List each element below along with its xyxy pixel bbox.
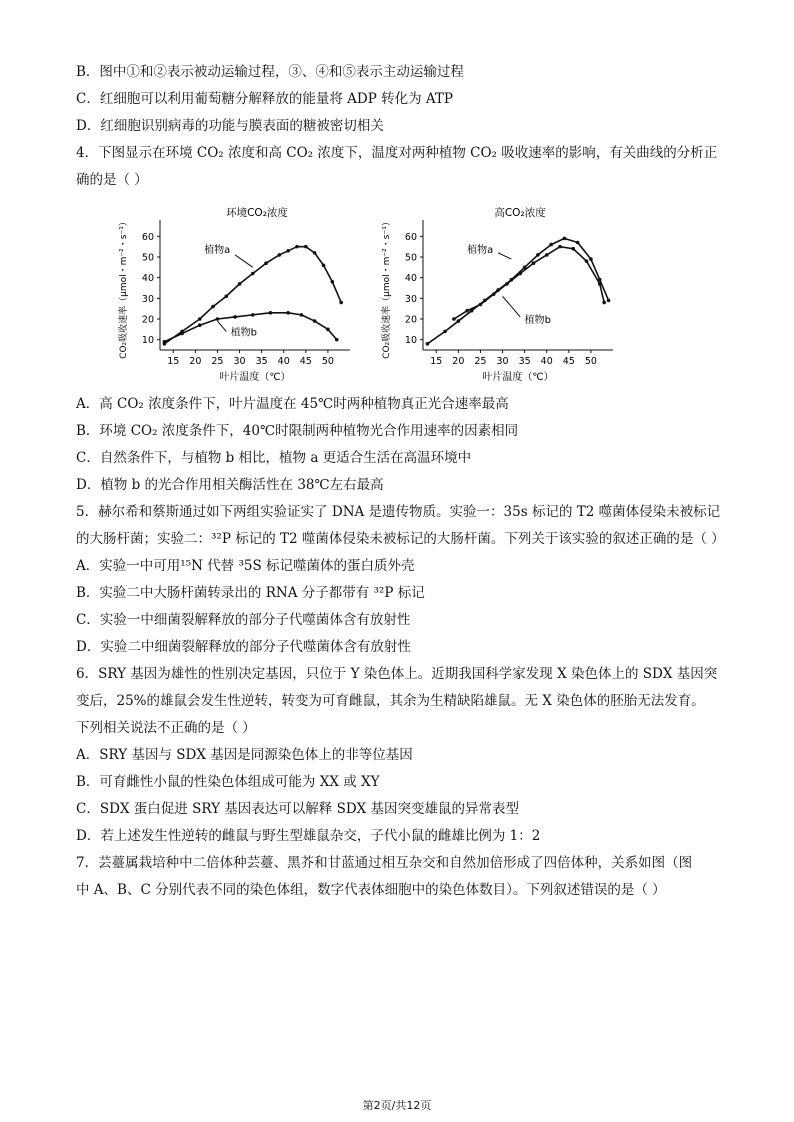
- data-point: [549, 243, 553, 247]
- question-4-option-a: A．高 CO₂ 浓度条件下，叶片温度在 45℃时两种植物真正光合速率最高: [76, 396, 509, 412]
- data-point: [264, 261, 268, 265]
- option-c-prev: C．红细胞可以利用葡萄糖分解释放的能量将 ADP 转化为 ATP: [76, 91, 453, 107]
- data-point: [313, 251, 317, 255]
- x-tick-label: 20: [452, 356, 465, 367]
- y-tick-label: 60: [404, 231, 417, 243]
- x-tick-label: 30: [496, 356, 509, 367]
- data-point: [339, 301, 343, 305]
- option-d-prev: D．红细胞识别病毒的功能与膜表面的糖被密切相关: [76, 118, 384, 134]
- series-line-plant-a: [427, 238, 608, 343]
- data-point: [545, 253, 549, 257]
- data-point: [238, 282, 242, 286]
- y-axis-label: CO₂吸收速率（μmol・m⁻²・s⁻¹）: [119, 217, 129, 359]
- data-point: [331, 280, 335, 284]
- question-6-stem-cont: 变后，25%的雄鼠会发生性逆转，转变为可育雌鼠，其余为生精缺陷雄鼠。无 X 染色体的胚胎无法发育。: [76, 693, 705, 709]
- data-point: [300, 313, 304, 317]
- data-point: [589, 257, 593, 261]
- y-tick-label: 60: [141, 231, 154, 243]
- x-tick-label: 30: [233, 356, 246, 367]
- x-tick-label: 50: [584, 356, 597, 367]
- y-tick-label: 30: [404, 293, 417, 305]
- data-point: [233, 315, 237, 319]
- leader-line: [217, 321, 226, 331]
- x-tick-label: 25: [474, 356, 487, 367]
- data-point: [571, 247, 575, 251]
- series-label-plant-b: 植物b: [524, 315, 551, 327]
- x-tick-label: 40: [277, 356, 290, 367]
- data-point: [457, 319, 461, 323]
- series-label-plant-b: 植物b: [230, 327, 258, 339]
- data-point: [163, 340, 167, 344]
- x-tick-label: 35: [255, 356, 268, 367]
- chart-high-co2: [375, 200, 625, 384]
- data-point: [607, 299, 611, 303]
- data-point: [443, 330, 447, 334]
- data-point: [224, 294, 228, 298]
- question-6-option-c: C．SDX 蛋白促进 SRY 基因表达可以解释 SDX 基因突变雄鼠的异常表型: [76, 801, 520, 817]
- data-point: [602, 301, 606, 305]
- data-point: [295, 245, 299, 249]
- x-tick-label: 35: [518, 356, 531, 367]
- question-4-option-c: C．自然条件下，与植物 b 相比，植物 a 更适合生活在高温环境中: [76, 450, 472, 466]
- x-tick-label: 50: [321, 356, 334, 367]
- data-point: [286, 311, 290, 315]
- question-4-stem-cont: 确的是（ ）: [76, 172, 148, 188]
- data-point: [532, 261, 536, 265]
- chart-ambient-co2: [112, 200, 362, 384]
- data-point: [585, 259, 589, 263]
- series-label-plant-a: 植物a: [204, 244, 231, 256]
- question-5-option-b: B．实验二中大肠杆菌转录出的 RNA 分子都带有 ³²P 标记: [76, 585, 425, 601]
- question-6-option-b: B．可育雌性小鼠的性染色体组成可能为 XX 或 XY: [76, 774, 380, 790]
- x-tick-label: 15: [430, 356, 443, 367]
- question-6-option-a: A．SRY 基因与 SDX 基因是同源染色体上的非等位基因: [76, 747, 413, 763]
- data-point: [558, 245, 562, 249]
- question-4-stem: 4．下图显示在环境 CO₂ 浓度和高 CO₂ 浓度下，温度对两种植物 CO₂ 吸收速率的影响，有关曲线的分析正: [76, 145, 718, 161]
- data-point: [335, 338, 339, 342]
- data-point: [322, 263, 326, 267]
- y-tick-label: 50: [141, 252, 154, 264]
- data-point: [465, 309, 469, 313]
- y-tick-label: 30: [141, 293, 154, 305]
- y-tick-label: 20: [141, 314, 154, 326]
- y-tick-label: 10: [404, 335, 417, 347]
- data-point: [278, 253, 282, 257]
- question-6-option-d: D．若上述发生性逆转的雌鼠与野生型雄鼠杂交，子代小鼠的雌雄比例为 1：2: [76, 828, 541, 844]
- data-point: [251, 272, 255, 276]
- data-point: [536, 253, 540, 257]
- page-footer: 第2页/共12页: [362, 1099, 432, 1112]
- chart-title: 高CO₂浓度: [494, 207, 546, 219]
- x-tick-label: 45: [299, 356, 312, 367]
- data-point: [505, 282, 509, 286]
- question-6-stem: 6．SRY 基因为雄性的性别决定基因，只位于 Y 染色体上。近期我国科学家发现 X 染色体上的 SDX 基因突: [76, 666, 718, 682]
- question-4-option-b: B．环境 CO₂ 浓度条件下，40℃时限制两种植物光合作用速率的因素相同: [76, 423, 519, 439]
- y-axis-label: CO₂吸收速率（μmol・m⁻²・s⁻¹）: [382, 217, 392, 359]
- question-4-option-d: D．植物 b 的光合作用相关酶活性在 38℃左右最高: [76, 477, 384, 493]
- data-point: [198, 317, 202, 321]
- data-point: [216, 317, 220, 321]
- y-tick-label: 40: [141, 273, 154, 285]
- question-5-stem-cont: 的大肠杆菌；实验二：³²P 标记的 T2 噬菌体侵染未被标记的大肠杆菌。下列关于该实验的叙述正确的是（ ）: [76, 531, 725, 547]
- y-tick-label: 50: [404, 252, 417, 264]
- leader-line: [503, 296, 521, 317]
- data-point: [576, 241, 580, 245]
- y-tick-label: 20: [404, 314, 417, 326]
- question-5-option-d: D．实验二中细菌裂解释放的部分子代噬菌体含有放射性: [76, 639, 411, 655]
- series-label-plant-a: 植物a: [467, 244, 494, 256]
- question-6-stem-cont2: 下列相关说法不正确的是（ ）: [76, 720, 256, 736]
- x-tick-label: 20: [189, 356, 202, 367]
- data-point: [286, 249, 290, 253]
- data-point: [211, 305, 215, 309]
- data-point: [313, 319, 317, 323]
- data-point: [492, 292, 496, 296]
- x-tick-label: 25: [211, 356, 224, 367]
- data-point: [563, 237, 567, 241]
- y-tick-label: 10: [141, 335, 154, 347]
- data-point: [326, 328, 330, 332]
- question-7-stem-cont: 中 A、B、C 分别代表不同的染色体组，数字代表体细胞中的染色体数目）。下列叙述错误的是（ ）: [76, 882, 666, 898]
- y-tick-label: 40: [404, 273, 417, 285]
- chart-title: 环境CO₂浓度: [226, 207, 288, 219]
- leader-line: [235, 255, 253, 267]
- question-5-option-c: C．实验一中细菌裂解释放的部分子代噬菌体含有放射性: [76, 612, 411, 628]
- question-5-option-a: A．实验一中可用¹⁵N 代替 ³5S 标记噬菌体的蛋白质外壳: [76, 558, 415, 574]
- data-point: [251, 313, 255, 317]
- series-line-plant-b: [454, 247, 604, 319]
- x-axis-label: 叶片温度（℃）: [482, 372, 554, 383]
- x-tick-label: 40: [540, 356, 553, 367]
- data-point: [598, 282, 602, 286]
- x-axis-label: 叶片温度（℃）: [219, 372, 291, 383]
- x-tick-label: 45: [562, 356, 575, 367]
- data-point: [180, 332, 184, 336]
- option-b-prev: B．图中①和②表示被动运输过程，③、④和⑤表示主动运输过程: [76, 64, 464, 80]
- data-point: [269, 311, 273, 315]
- question-7-stem: 7．芸薹属栽培种中二倍体种芸薹、黑芥和甘蓝通过相互杂交和自然加倍形成了四倍体种，关系如图（图: [76, 855, 693, 871]
- question-5-stem: 5．赫尔希和蔡斯通过如下两组实验证实了 DNA 是遗传物质。实验一：35s 标记的 T2 噬菌体侵染未被标记: [76, 504, 721, 520]
- data-point: [426, 342, 430, 346]
- leader-line: [498, 253, 511, 259]
- data-point: [479, 303, 483, 307]
- data-point: [304, 245, 308, 249]
- x-tick-label: 15: [167, 356, 180, 367]
- data-point: [198, 323, 202, 327]
- data-point: [518, 272, 522, 276]
- data-point: [452, 317, 456, 321]
